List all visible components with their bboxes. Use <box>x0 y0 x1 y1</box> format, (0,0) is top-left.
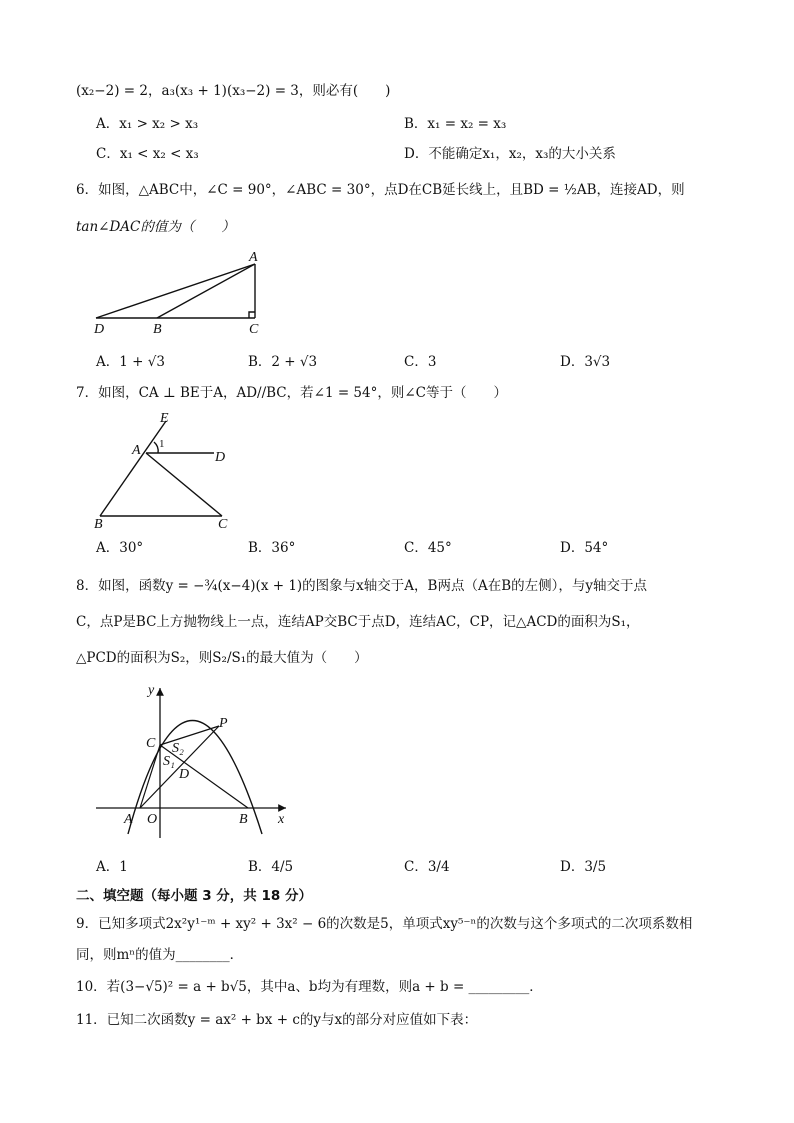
q8-text-line1: 8．如图，函数y = −¾(x−4)(x + 1)的图象与x轴交于A，B两点（A在B的左侧），与y轴交于点 <box>76 578 648 594</box>
section-title: 二、填空题（每小题 3 分，共 18 分） <box>76 888 312 904</box>
q6-text-line1: 6．如图，△ABC中，∠C = 90°，∠ABC = 30°，点D在CB延长线上，且BD = ½AB，连接AD，则 <box>76 182 685 198</box>
q8-text-line3: △PCD的面积为S₂，则S₂/S₁的最大值为（ ） <box>76 650 368 666</box>
q6-text-line2: tan∠DAC的值为（ ） <box>76 219 235 235</box>
q6-option-d[interactable]: D．3√3 <box>560 354 611 370</box>
q8-option-d[interactable]: D．3/5 <box>560 859 607 875</box>
q8-label-b: B <box>239 812 248 827</box>
q8-text-line2: C，点P是BC上方抛物线上一点，连结AP交BC于点D，连结AC，CP，记△ACD的面积为S₁， <box>76 614 640 630</box>
q7-label-1: 1 <box>159 438 165 450</box>
q7-label-a: A <box>132 443 141 458</box>
q6-label-c: C <box>249 322 259 337</box>
q6-label-b: B <box>153 322 162 337</box>
q7-label-d: D <box>215 450 226 465</box>
q8-segments <box>140 726 248 808</box>
q9-text-line2: 同，则mⁿ的值为________． <box>76 947 244 963</box>
q8-label-p: P <box>219 716 228 731</box>
q5-option-b[interactable]: B．x₁ = x₂ = x₃ <box>404 116 507 132</box>
q7-option-c[interactable]: C．45° <box>404 540 452 556</box>
q11-text: 11．已知二次函数y = ax² + bx + c的y与x的部分对应值如下表： <box>76 1012 478 1028</box>
q8-label-o: O <box>147 812 158 827</box>
q8-label-a: A <box>124 812 133 827</box>
q8-option-a[interactable]: A．1 <box>96 859 128 875</box>
q5-option-c[interactable]: C．x₁ < x₂ < x₃ <box>96 146 199 162</box>
q9-text-line1: 9．已知多项式2x²y¹⁻ᵐ + xy² + 3x² − 6的次数是5，单项式xy⁵⁻ⁿ的次数与这个多项式的二次项系数相 <box>76 916 693 932</box>
q7-text: 7．如图，CA ⊥ BE于A，AD//BC，若∠1 = 54°，则∠C等于（ ） <box>76 385 508 401</box>
q8-label-y: y <box>148 683 155 698</box>
q7-label-b: B <box>94 517 103 532</box>
q10-text: 10．若(3−√5)² = a + b√5，其中a、b均为有理数，则a + b = _________． <box>76 979 543 995</box>
q8-label-c: C <box>146 736 156 751</box>
q5-text: (x₂−2) = 2，a₃(x₃ + 1)(x₃−2) = 3，则必有( ) <box>76 83 391 99</box>
q8-label-s1: S₁ <box>163 754 175 769</box>
q7-label-c: C <box>218 517 228 532</box>
q6-label-d: D <box>94 322 105 337</box>
q8-option-b[interactable]: B．4/5 <box>248 859 294 875</box>
q7-option-b[interactable]: B．36° <box>248 540 296 556</box>
q8-label-x: x <box>278 812 285 827</box>
q7-option-a[interactable]: A．30° <box>96 540 144 556</box>
q6-option-c[interactable]: C．3 <box>404 354 437 370</box>
q5-option-d[interactable]: D．不能确定x₁，x₂，x₃的大小关系 <box>404 146 616 162</box>
q7-label-e: E <box>160 411 169 426</box>
q5-option-a[interactable]: A．x₁ > x₂ > x₃ <box>96 116 199 132</box>
q8-label-s2: S₂ <box>172 741 184 756</box>
q8-label-d: D <box>179 767 190 782</box>
q6-option-b[interactable]: B．2 + √3 <box>248 354 318 370</box>
q7-option-d[interactable]: D．54° <box>560 540 609 556</box>
q8-option-c[interactable]: C．3/4 <box>404 859 450 875</box>
q6-label-a: A <box>249 250 258 265</box>
q6-option-a[interactable]: A．1 + √3 <box>96 354 165 370</box>
